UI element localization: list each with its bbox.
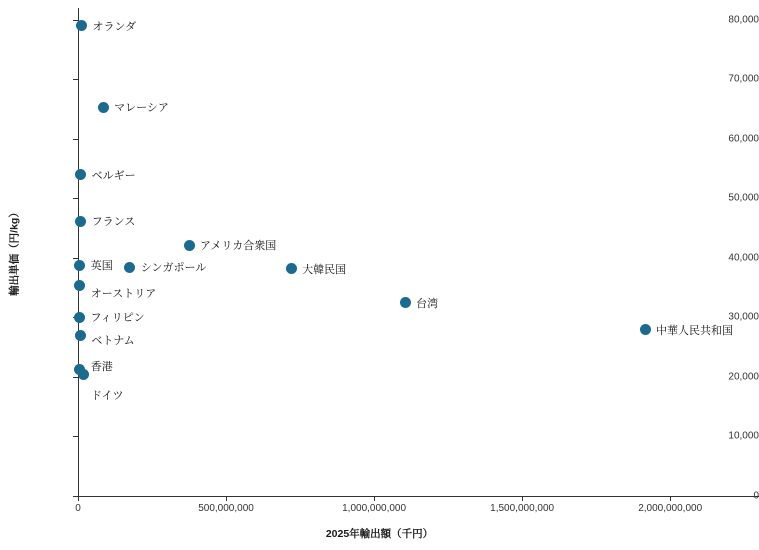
data-point-label: ベトナム: [91, 335, 135, 348]
data-point[interactable]: [75, 216, 86, 227]
data-point-label: 香港: [90, 360, 113, 373]
data-point-label: オランダ: [92, 20, 137, 33]
x-tick-label: 1,000,000,000: [342, 503, 407, 514]
x-tick-label: 500,000,000: [198, 503, 254, 514]
y-tick-label: 80,000: [728, 14, 759, 26]
data-point-label: ベルギー: [91, 169, 136, 182]
x-tick-mark: [78, 496, 79, 501]
data-point[interactable]: [74, 280, 85, 291]
data-point-label: ドイツ: [91, 389, 124, 402]
y-tick-label: 50,000: [728, 192, 759, 204]
x-tick-mark: [522, 496, 523, 501]
y-axis-title: 輸出単価（円/kg）: [8, 207, 21, 296]
x-tick-mark: [670, 496, 671, 501]
x-tick-label: 0: [75, 503, 81, 514]
data-point[interactable]: [640, 324, 651, 335]
data-point[interactable]: [76, 20, 87, 31]
data-point-label: オーストリア: [90, 287, 157, 300]
x-tick-mark: [374, 496, 375, 501]
x-axis-title: 2025年輸出額（千円）: [325, 528, 434, 540]
y-tick-label: 70,000: [728, 73, 759, 85]
data-point-label: フランス: [91, 216, 136, 229]
data-point-label: 中華人民共和国: [656, 324, 733, 337]
data-point[interactable]: [124, 262, 135, 273]
data-point-label: アメリカ合衆国: [200, 240, 277, 253]
data-point[interactable]: [74, 312, 85, 323]
y-tick-label: 0: [753, 490, 759, 502]
data-point[interactable]: [286, 263, 297, 274]
data-point-label: マレーシア: [114, 102, 169, 115]
data-point-label: フィリピン: [90, 312, 145, 325]
data-point[interactable]: [74, 260, 85, 271]
data-point[interactable]: [75, 169, 86, 180]
x-tick-label: 1,500,000,000: [490, 503, 555, 514]
x-tick-mark: [226, 496, 227, 501]
y-tick-label: 30,000: [728, 311, 759, 323]
data-point[interactable]: [75, 330, 86, 341]
data-point-label: 大韓民国: [302, 263, 347, 276]
y-tick-label: 20,000: [728, 371, 759, 383]
data-point-label: 英国: [90, 260, 113, 273]
plot-area: [78, 8, 759, 496]
y-tick-label: 10,000: [728, 430, 759, 442]
y-tick-label: 40,000: [728, 252, 759, 264]
y-tick-label: 60,000: [728, 133, 759, 145]
data-point[interactable]: [400, 297, 411, 308]
data-point[interactable]: [78, 369, 89, 380]
x-tick-label: 2,000,000,000: [638, 503, 703, 514]
data-point-label: 台湾: [416, 297, 439, 310]
data-point[interactable]: [98, 102, 109, 113]
data-point-label: シンガポール: [140, 262, 207, 275]
data-point[interactable]: [184, 240, 195, 251]
x-axis-line: [78, 496, 759, 497]
